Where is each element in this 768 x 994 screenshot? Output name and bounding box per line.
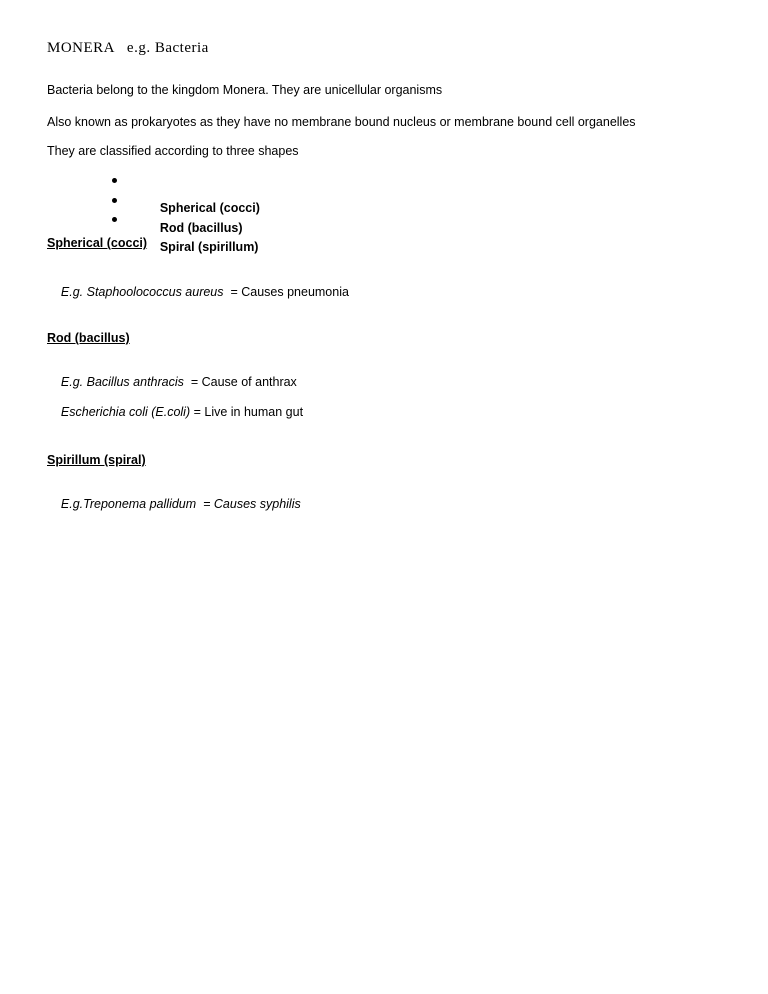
bacillus-heading: Rod (bacillus) xyxy=(47,331,130,345)
species-name: E.g.Treponema pallidum xyxy=(60,497,197,511)
bacillus-example xyxy=(47,391,303,433)
species-name: E.g. Staphoolococcus aureus xyxy=(60,285,224,299)
list-item xyxy=(112,193,260,235)
species-description: = Live in human gut xyxy=(190,405,304,419)
intro-paragraph: Bacteria belong to the kingdom Monera. They are unicellular organisms xyxy=(47,83,443,97)
list-item xyxy=(112,173,260,215)
species-name: E.g. Bacillus anthracis xyxy=(60,375,184,389)
page-title: MONERA e.g. Bacteria xyxy=(47,40,209,56)
bullet-icon xyxy=(112,217,117,222)
species-description: = Causes pneumonia xyxy=(223,285,349,299)
spirillum-example xyxy=(47,483,301,525)
cocci-example xyxy=(47,271,349,313)
shape-label: Spherical (cocci) xyxy=(159,201,260,215)
bullet-icon xyxy=(112,178,117,183)
shapes-list xyxy=(112,173,260,254)
species-name: Escherichia coli (E.coli) xyxy=(60,405,191,419)
shape-label: Spiral (spirillum) xyxy=(159,240,259,254)
shape-label: Rod (bacillus) xyxy=(159,220,243,235)
species-description: = Causes syphilis xyxy=(196,497,301,511)
list-item xyxy=(112,212,260,254)
species-description: = Cause of anthrax xyxy=(183,375,297,389)
spirillum-heading: Spirillum (spiral) xyxy=(47,453,146,467)
bullet-icon xyxy=(112,198,117,203)
prokaryote-paragraph: Also known as prokaryotes as they have no membrane bound nucleus or membrane bound cell organelles xyxy=(47,115,636,129)
classification-paragraph: They are classified according to three shapes xyxy=(47,144,299,158)
cocci-heading: Spherical (cocci) xyxy=(47,236,148,250)
